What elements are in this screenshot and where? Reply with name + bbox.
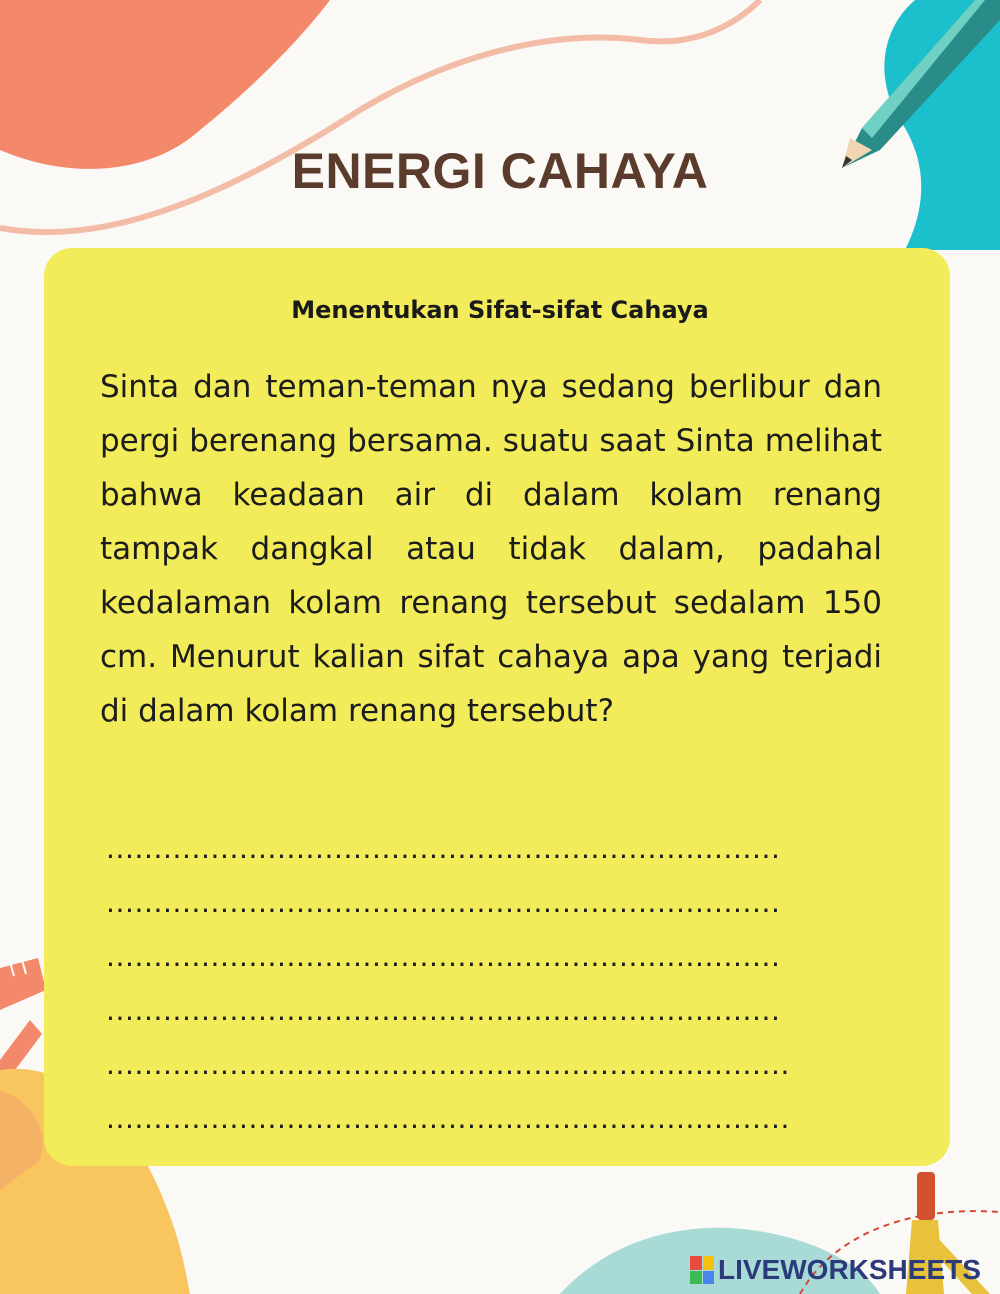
liveworksheets-logo-icon: [690, 1256, 714, 1284]
answer-line[interactable]: .......................................................................: [106, 994, 781, 1027]
answer-line[interactable]: .......................................................................: [106, 832, 781, 865]
section-subtitle: Menentukan Sifat-sifat Cahaya: [291, 296, 709, 324]
answer-line[interactable]: ........................................................................: [106, 1048, 791, 1081]
answer-line[interactable]: .......................................................................: [106, 886, 781, 919]
answer-area[interactable]: [106, 822, 896, 1146]
brand-name: LIVEWORKSHEETS: [718, 1254, 981, 1285]
page-title: ENERGI CAHAYA: [291, 143, 709, 199]
answer-line[interactable]: ........................................................................: [106, 1102, 791, 1135]
question-text: Sinta dan teman-teman nya sedang berlibur dan pergi berenang bersama. suatu saat Sinta melihat bahwa keadaan air di dalam kolam renang tampak dangkal atau tidak dalam, padahal kedalaman kolam renang tersebut sedalam 150 cm. Menurut kalian sifat cahaya apa yang terjadi di dalam kolam renang tersebut?: [100, 369, 882, 729]
answer-line[interactable]: .......................................................................: [106, 940, 781, 973]
brand-watermark: [690, 1253, 981, 1287]
